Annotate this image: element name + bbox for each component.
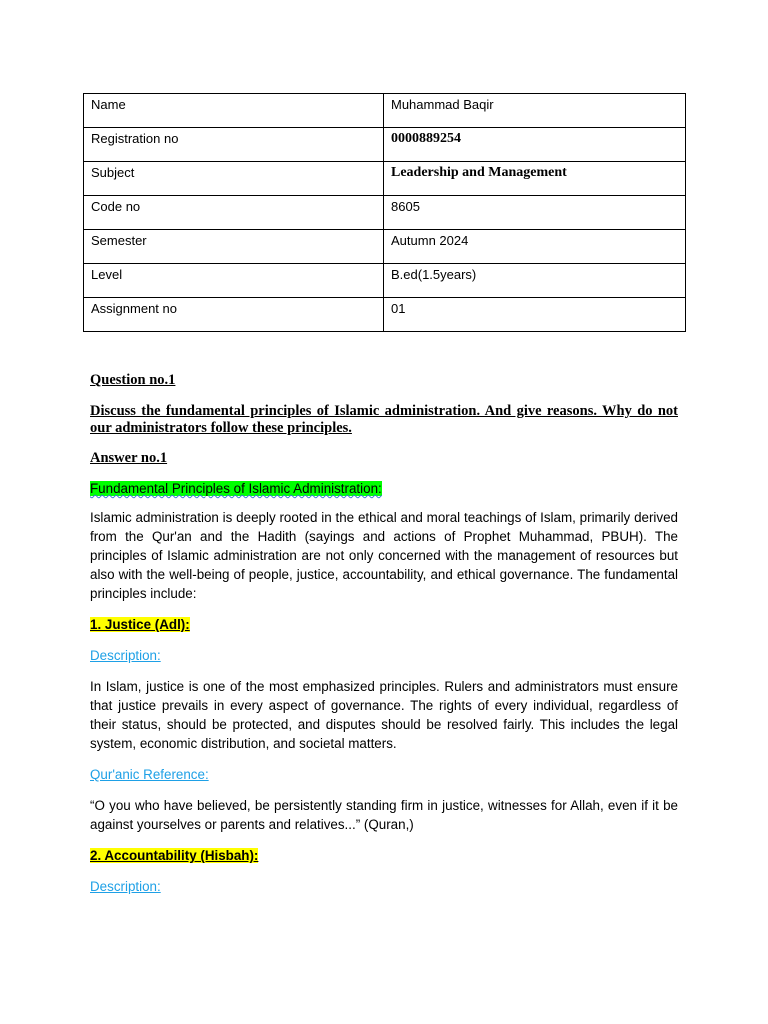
quranic-reference-label: Qur'anic Reference: [90,767,209,782]
semester-label: Semester [84,230,384,264]
subject-value: Leadership and Management [384,162,686,196]
assignment-value: 01 [384,298,686,332]
assignment-label: Assignment no [84,298,384,332]
level-value: B.ed(1.5years) [384,264,686,298]
section-heading-accountability: 2. Accountability (Hisbah): [90,848,259,863]
table-row [84,196,686,230]
table-row [84,162,686,196]
question-title: Question no.1 [90,372,176,388]
table-row [84,128,686,162]
table-row [84,94,686,128]
main-heading: Fundamental Principles of Islamic Administration: [90,481,382,496]
table-row [84,298,686,332]
student-info-table [83,93,686,332]
level-label: Level [84,264,384,298]
description-label: Description: [90,879,161,894]
registration-value: 0000889254 [384,128,686,162]
code-label: Code no [84,196,384,230]
registration-label: Registration no [84,128,384,162]
name-value: Muhammad Baqir [384,94,686,128]
intro-paragraph: Islamic administration is deeply rooted in the ethical and moral teachings of Islam, primarily derived from the Qur'an and the Hadith (sayings and actions of Prophet Muhammad, PBUH). The principles of Islamic administration are not only concerned with the management of resources but also with the well-being of people, justice, accountability, and ethical governance. The fundamental principles include: [90,510,678,601]
document-body [90,372,678,896]
description-label: Description: [90,648,161,663]
subject-label: Subject [84,162,384,196]
section-heading-justice: 1. Justice (Adl): [90,617,190,632]
code-value: 8605 [384,196,686,230]
justice-description: In Islam, justice is one of the most emphasized principles. Rulers and administrators must ensure that justice prevails in every aspect of governance. The rights of every individual, regardless of their status, should be protected, and disputes should be resolved fairly. This includes the legal system, economic distribution, and societal matters. [90,679,678,751]
table-row [84,264,686,298]
question-text: Discuss the fundamental principles of Islamic administration. And give reasons. Why do not our administrators follow these principles. [90,403,678,436]
name-label: Name [84,94,384,128]
answer-title: Answer no.1 [90,450,168,466]
table-row [84,230,686,264]
quranic-reference-text: “O you who have believed, be persistently standing firm in justice, witnesses for Allah, even if it be against yourselves or parents and relatives...” (Quran,) [90,798,678,832]
semester-value: Autumn 2024 [384,230,686,264]
